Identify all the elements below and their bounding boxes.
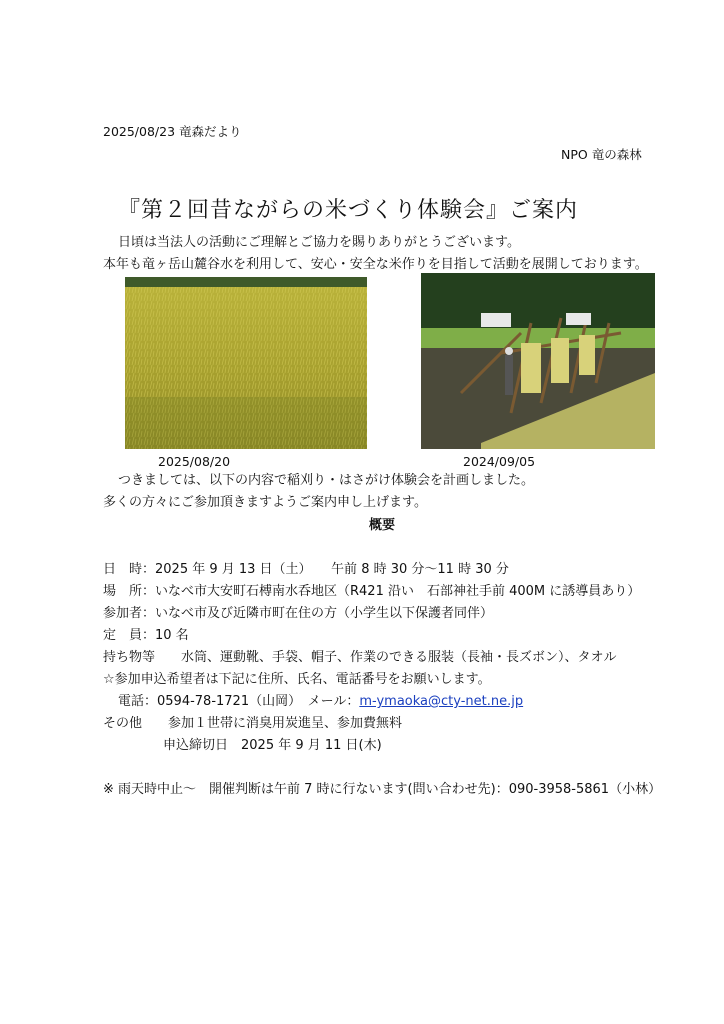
detail-capacity: 定 員：10 名 <box>103 628 189 643</box>
email-link[interactable]: m-ymaoka@cty-net.ne.jp <box>359 694 524 709</box>
detail-place: 場 所：いなべ市大安町石榑南水呑地区（R421 沿い 石部神社手前 400M に誘導員あり） <box>103 584 641 599</box>
intro-line-2: 本年も竜ヶ岳山麓谷水を利用して、安心・安全な米作りを目指して活動を展開しております。 <box>103 257 648 272</box>
photo-caption-1: 2025/08/20 <box>158 454 231 469</box>
rain-note: ※ 雨天時中止～ 開催判断は午前 7 時に行ないます(問い合わせ先)：090-3958-5861（小林） <box>103 782 662 797</box>
detail-participants: 参加者：いなべ市及び近隣市町在住の方（小学生以下保護者同伴） <box>103 606 494 621</box>
body-line-2: 多くの方々にご参加頂きますようご案内申し上げます。 <box>103 495 427 510</box>
page-title: 『第２回昔ながらの米づくり体験会』ご案内 <box>118 198 579 223</box>
detail-deadline: 申込締切日 2025 年 9 月 11 日(木) <box>163 738 382 753</box>
detail-phone: 電話：0594-78-1721（山岡） メール： <box>118 694 360 709</box>
drying-rack-photo <box>421 273 655 449</box>
detail-apply: ☆参加申込希望者は下記に住所、氏名、電話番号をお願いします。 <box>103 672 491 687</box>
detail-datetime: 日 時：2025 年 9 月 13 日（土） 午前 8 時 30 分～11 時 30 分 <box>103 562 509 577</box>
header-org: NPO 竜の森林 <box>561 147 642 162</box>
detail-contact <box>118 694 523 710</box>
body-line-1: つきましては、以下の内容で稲刈り・はさがけ体験会を計画しました。 <box>118 473 535 488</box>
rice-field-photo <box>125 277 367 449</box>
detail-items: 持ち物等 水筒、運動靴、手袋、帽子、作業のできる服装（長袖・長ズボン）、タオル <box>103 650 617 665</box>
section-title: 概要 <box>369 518 396 533</box>
intro-line-1: 日頃は当法人の活動にご理解とご協力を賜りありがとうございます。 <box>118 235 520 250</box>
header-date: 2025/08/23 竜森だより <box>103 124 242 139</box>
photo-caption-2: 2024/09/05 <box>463 454 536 469</box>
detail-other: その他 参加１世帯に消臭用炭進呈、参加費無料 <box>103 716 403 731</box>
